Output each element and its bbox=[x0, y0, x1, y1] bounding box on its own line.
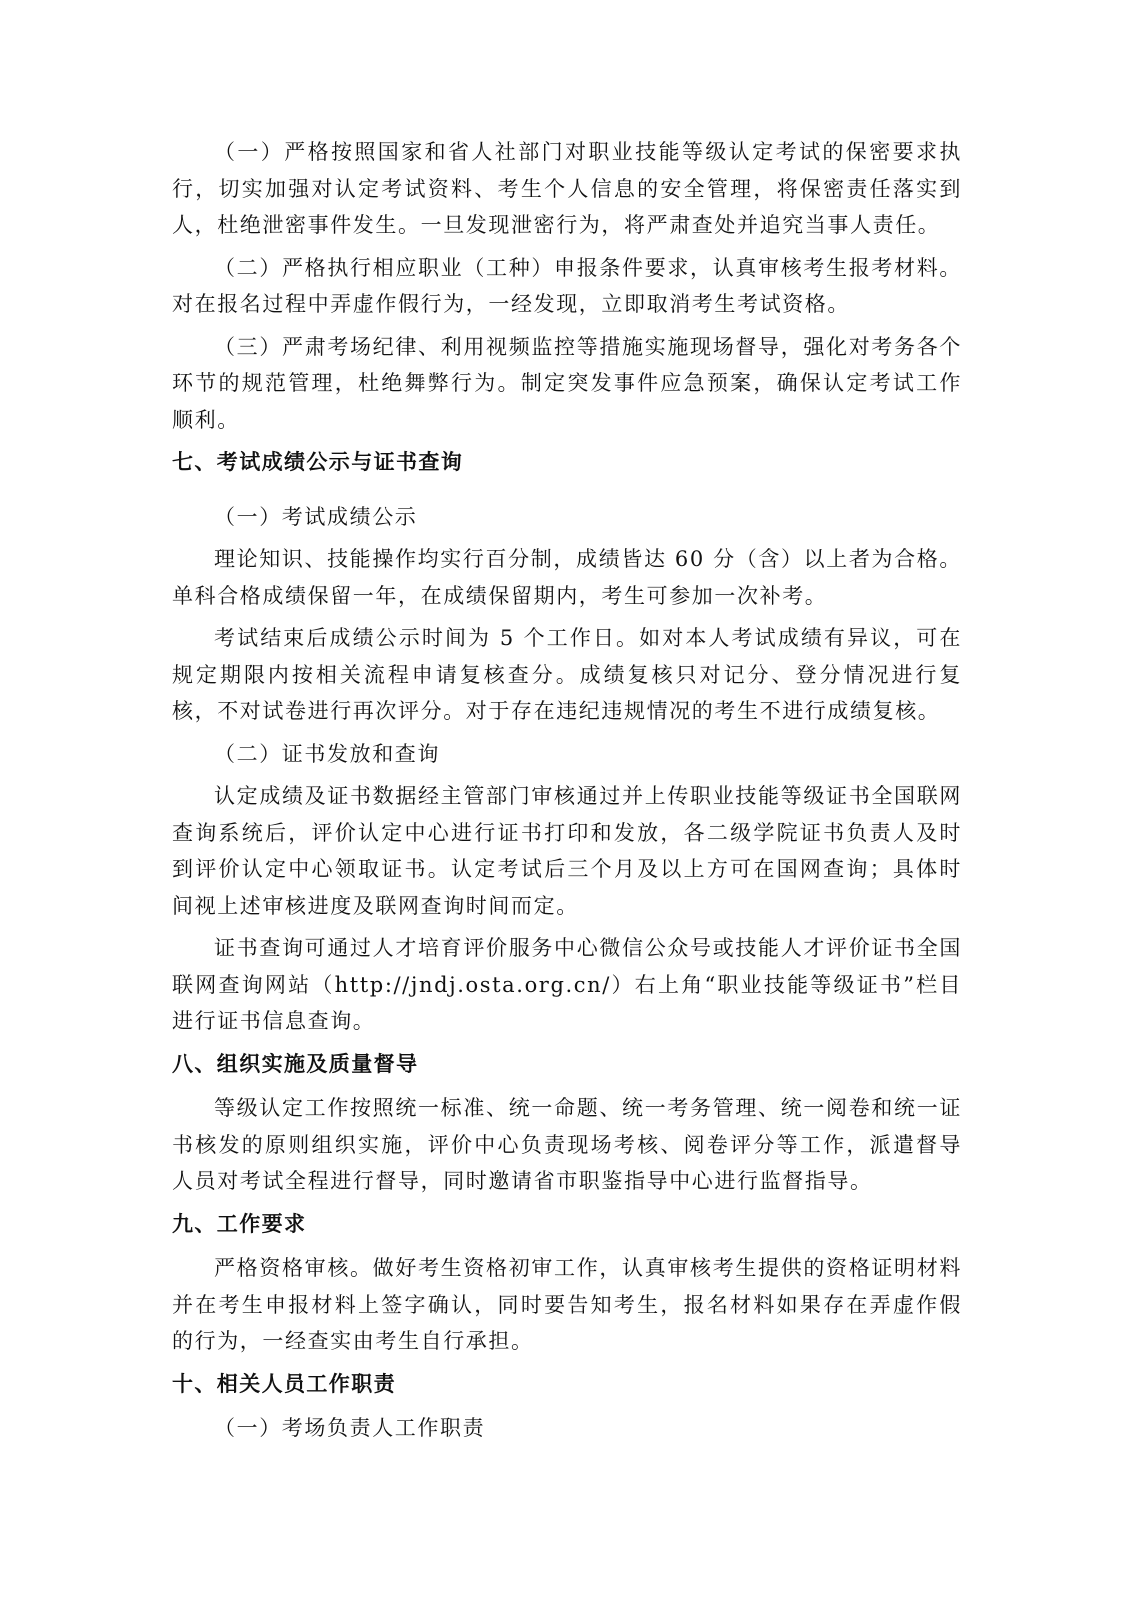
paragraph-confidentiality: （一）严格按照国家和省人社部门对职业技能等级认定考试的保密要求执行，切实加强对认定考试资料、考生个人信息的安全管理，将保密责任落实到人，杜绝泄密事件发生。一旦发现泄密行为，将严肃查处并追究当事人责任。 bbox=[172, 140, 962, 237]
spacer bbox=[172, 489, 962, 499]
subheading-results-publication: （一）考试成绩公示 bbox=[214, 504, 418, 529]
paragraph-score-review: 考试结束后成绩公示时间为 5 个工作日。如对本人考试成绩有异议，可在规定期限内按相关流程申请复核查分。成绩复核只对记分、登分情况进行复核，不对试卷进行再次评分。对于存在违纪违规情况的考生不进行成绩复核。 bbox=[172, 626, 962, 723]
section-heading-staff-duties: 十、相关人员工作职责 bbox=[172, 1371, 396, 1396]
paragraph-certificate-issuance: 认定成绩及证书数据经主管部门审核通过并上传职业技能等级证书全国联网查询系统后，评价认定中心进行证书打印和发放，各二级学院证书负责人及时到评价认定中心领取证书。认定考试后三个月及以上方可在国网查询；具体时间视上述审核进度及联网查询时间而定。 bbox=[172, 784, 962, 918]
subheading-exam-room-head-duties: （一）考场负责人工作职责 bbox=[214, 1416, 486, 1440]
section-heading-implementation: 八、组织实施及质量督导 bbox=[172, 1051, 419, 1076]
paragraph-scoring: 理论知识、技能操作均实行百分制，成绩皆达 60 分（含）以上者为合格。单科合格成绩保留一年，在成绩保留期内，考生可参加一次补考。 bbox=[172, 547, 962, 608]
section-heading-work-requirements: 九、工作要求 bbox=[172, 1211, 307, 1236]
paragraph-certificate-query: 证书查询可通过人才培育评价服务中心微信公众号或技能人才评价证书全国联网查询网站（http://jndj.osta.org.cn/）右上角“职业技能等级证书”栏目进行证书信息查询。 bbox=[172, 936, 962, 1033]
paragraph-qualification-check: （二）严格执行相应职业（工种）申报条件要求，认真审核考生报考材料。对在报名过程中弄虚作假行为，一经发现，立即取消考生考试资格。 bbox=[172, 255, 962, 316]
paragraph-exam-discipline: （三）严肃考场纪律、利用视频监控等措施实施现场督导，强化对考务各个环节的规范管理，杜绝舞弊行为。制定突发事件应急预案，确保认定考试工作顺利。 bbox=[172, 334, 962, 432]
paragraph-work-requirements: 严格资格审核。做好考生资格初审工作，认真审核考生提供的资格证明材料并在考生申报材料上签字确认，同时要告知考生，报名材料如果存在弄虚作假的行为，一经查实由考生自行承担。 bbox=[172, 1256, 962, 1353]
subheading-certificate-issuance: （二）证书发放和查询 bbox=[214, 741, 440, 766]
document-body bbox=[172, 134, 962, 1453]
section-heading-results-certificates: 七、考试成绩公示与证书查询 bbox=[172, 450, 464, 474]
paragraph-implementation: 等级认定工作按照统一标准、统一命题、统一考务管理、统一阅卷和统一证书核发的原则组织实施，评价中心负责现场考核、阅卷评分等工作，派遣督导人员对考试全程进行督导，同时邀请省市职鉴指导中心进行监督指导。 bbox=[172, 1096, 962, 1193]
